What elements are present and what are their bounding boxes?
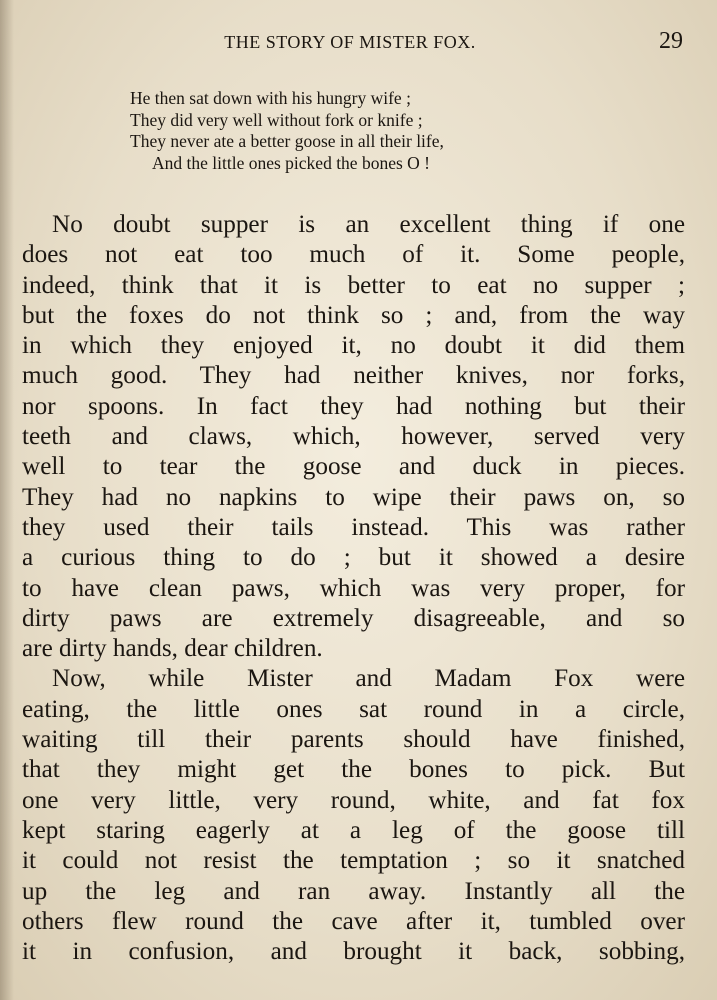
text-line: others flew round the cave after it, tumbled over <box>22 907 685 935</box>
text-line: a curious thing to do ; but it showed a desire <box>22 544 685 572</box>
text-line: dirty paws are extremely disagreeable, and so <box>22 604 685 632</box>
text-line: they used their tails instead. This was rather <box>22 513 685 541</box>
text-line: that they might get the bones to pick. But <box>22 756 685 784</box>
running-title: THE STORY OF MISTER FOX. <box>224 32 476 52</box>
text-line: one very little, very round, white, and fat fox <box>22 786 685 814</box>
verse-line: They never ate a better goose in all their life, <box>130 131 444 151</box>
text-line: well to tear the goose and duck in pieces. <box>22 453 685 481</box>
text-line: They had no napkins to wipe their paws on, so <box>22 483 685 511</box>
text-line: are dirty hands, dear children. <box>22 635 323 663</box>
text-line: much good. They had neither knives, nor forks, <box>22 362 685 390</box>
verse-block <box>130 88 444 174</box>
paragraph-2 <box>22 664 685 967</box>
text-line: it in confusion, and brought it back, sobbing, <box>22 938 685 966</box>
verse-line: They did very well without fork or knife ; <box>130 109 423 130</box>
text-line: waiting till their parents should have finished, <box>22 726 685 754</box>
page-number: 29 <box>659 28 683 54</box>
text-line: Now, while Mister and Madam Fox were <box>52 665 685 693</box>
paragraph-1 <box>22 210 685 664</box>
text-line: teeth and claws, which, however, served very <box>22 423 685 451</box>
text-line: No doubt supper is an excellent thing if one <box>52 211 685 238</box>
text-line: up the leg and ran away. Instantly all the <box>22 877 685 905</box>
text-line: but the foxes do not think so ; and, from the way <box>22 301 685 329</box>
verse-line: He then sat down with his hungry wife ; <box>130 88 411 108</box>
text-line: in which they enjoyed it, no doubt it did them <box>22 332 685 360</box>
page-header <box>0 30 717 60</box>
text-line: it could not resist the temptation ; so it snatched <box>22 847 685 875</box>
text-line: indeed, think that it is better to eat no supper ; <box>22 271 685 299</box>
text-line: nor spoons. In fact they had nothing but their <box>22 392 685 420</box>
text-line: kept staring eagerly at a leg of the goose till <box>22 816 685 844</box>
verse-line: And the little ones picked the bones O ! <box>152 152 430 173</box>
text-line: to have clean paws, which was very proper, for <box>22 574 685 602</box>
body-text <box>22 210 685 967</box>
gutter-shadow <box>0 0 14 1000</box>
text-line: eating, the little ones sat round in a circle, <box>22 695 685 723</box>
text-line: does not eat too much of it. Some people, <box>22 241 685 269</box>
